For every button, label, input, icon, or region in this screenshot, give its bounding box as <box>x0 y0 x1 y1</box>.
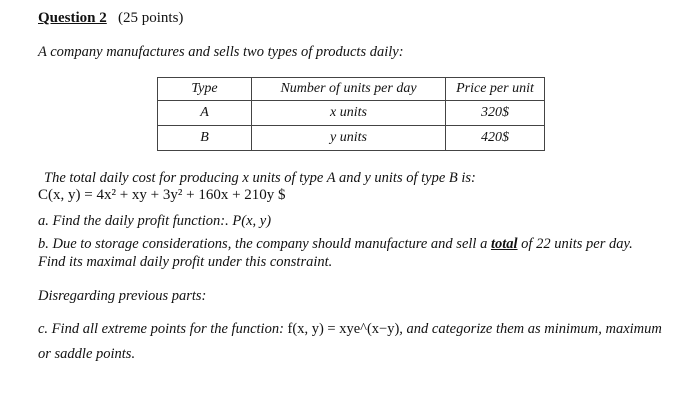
part-b-text-before: b. Due to storage considerations, the company should manufacture and sell a <box>38 236 488 252</box>
cost-description: The total daily cost for producing x units of type A and y units of type B is: <box>44 170 476 186</box>
products-table <box>157 77 545 151</box>
part-b-line2: Find its maximal daily profit under this constraint. <box>38 254 333 270</box>
table-row <box>158 126 545 151</box>
header-units: Number of units per day <box>252 78 446 101</box>
cell-type: A <box>158 101 252 126</box>
question-points: (25 points) <box>118 10 184 26</box>
part-b-total-word: total <box>490 236 518 252</box>
cell-price: 420$ <box>446 126 545 151</box>
question-heading <box>38 10 183 27</box>
part-c-line2: or saddle points. <box>38 346 136 362</box>
cell-units: y units <box>252 126 446 151</box>
intro-text: A company manufactures and sells two types of products daily: <box>38 44 404 60</box>
part-c-text-after: , and categorize them as minimum, maximum <box>399 321 662 337</box>
part-c-line1 <box>38 321 662 338</box>
part-a-text: a. Find the daily profit function:. P(x, y) <box>38 213 272 229</box>
part-c-text-before: c. Find all extreme points for the function: <box>38 321 284 337</box>
cost-formula: C(x, y) = 4x² + xy + 3y² + 160x + 210y $ <box>38 187 286 203</box>
part-b-line1 <box>38 236 633 253</box>
cell-type: B <box>158 126 252 151</box>
part-c-function: f(x, y) = xye^(x−y) <box>287 321 400 337</box>
cell-units: x units <box>252 101 446 126</box>
table-row <box>158 101 545 126</box>
part-b-text-after: of 22 units per day. <box>521 236 633 252</box>
question-label: Question 2 <box>38 10 107 26</box>
disregard-note: Disregarding previous parts: <box>38 288 207 304</box>
header-price: Price per unit <box>446 78 545 101</box>
table-header-row <box>158 78 545 101</box>
cell-price: 320$ <box>446 101 545 126</box>
header-type: Type <box>158 78 252 101</box>
